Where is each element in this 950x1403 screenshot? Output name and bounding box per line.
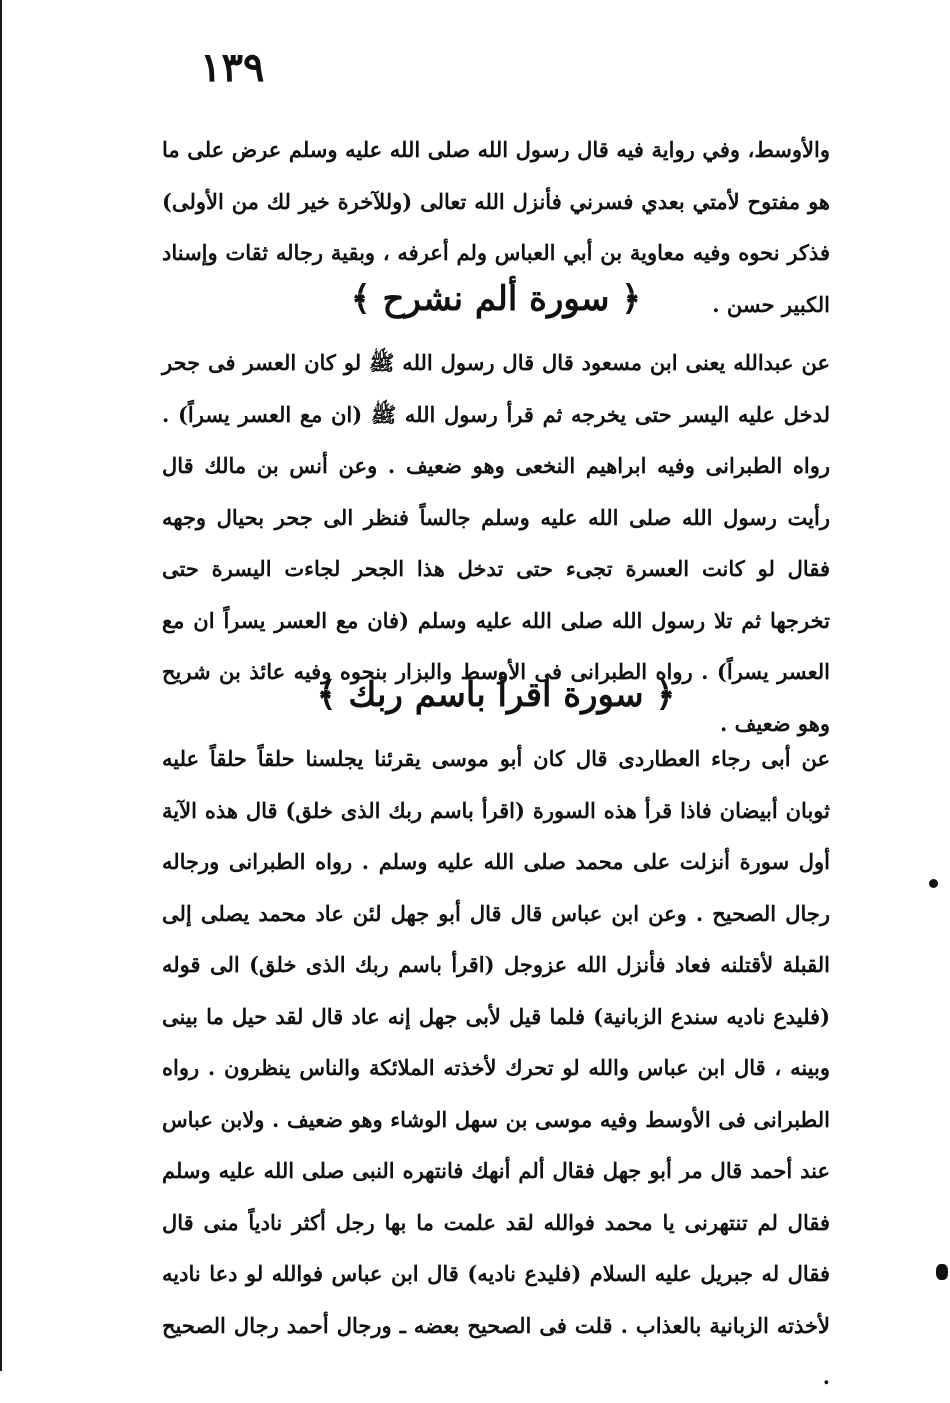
surah-heading-al-alaq: ﴿ سورة اقرأ باسم ربك ﴾	[316, 675, 676, 715]
paragraph: والأوسط، وفي رواية فيه قال رسول الله صلى الله عليه وسلم عرض على ما هو مفتوح لأمتي بعدي فسرني فأنزل الله تعالى (وللآخرة خير لك من الأولى) فذكر نحوه وفيه معاوية بن أبي العباس ولم أعرفه ، وبقية رجاله ثقات وإسناد الكبير حسن .	[162, 137, 830, 317]
text-block-bottom	[162, 733, 830, 1403]
page-number: ١٣٩	[200, 44, 265, 91]
page-edge-line	[0, 0, 2, 1371]
paragraph: عن أبى رجاء العطاردى قال كان أبو موسى يقرئنا يجلسنا حلقاً حلقاً عليه ثوبان أبيضان فاذا قرأ هذه السورة (اقرأ باسم ربك الذى خلق) قال هذه الآية أول سورة أنزلت على محمد صلى الله عليه وسلم . رواه الطبرانى ورجاله رجال الصحيح . وعن ابن عباس قال قال أبو جهل لئن عاد محمد يصلى إلى القبلة لأقتلنه فعاد فأنزل الله عزوجل (اقرأ باسم ربك الذى خلق) الى قوله (فليدع ناديه سندع الزبانية) فلما قيل لأبى جهل إنه عاد قال لقد حيل ما بينى وبينه ، قال ابن عباس والله لو تحرك لأخذته الملائكة والناس ينظرون . رواه الطبرانى فى الأوسط وفيه موسى بن سهل الوشاء وهو ضعيف . ولابن عباس عند أحمد قال مر أبو جهل فقال ألم أنهك فانتهره النبى صلى الله عليه وسلم فقال لم تنتهرنى يا محمد فوالله لقد علمت ما بها رجل أكثر نادياً منى قال فقال له جبريل عليه السلام (فليدع ناديه) قال ابن عباس فوالله لو دعا ناديه لأخذته الزبانية بالعذاب . قلت فى الصحيح بعضه ـ ورجال أحمد رجال الصحيح .	[162, 746, 831, 1389]
margin-speck	[936, 1264, 948, 1280]
paragraph: عن عبدالله يعنى ابن مسعود قال قال رسول الله ﷺ لو كان العسر فى جحر لدخل عليه اليسر حتى يخرجه ثم قرأ رسول الله ﷺ (ان مع العسر يسراً) . رواه الطبرانى وفيه ابراهيم النخعى وهو ضعيف . وعن أنس بن مالك قال رأيت رسول الله صلى الله عليه وسلم جالساً فنظر الى جحر بحيال وجهه فقال لو كانت العسرة تجىء حتى تدخل هذا الجحر لجاءت اليسرة حتى تخرجها ثم تلا رسول الله صلى الله عليه وسلم (فان مع العسر يسراً ان مع العسر يسراً) . رواه الطبرانى فى الأوسط والبزار بنحوه وفيه عائذ بن شريح وهو ضعيف .	[162, 350, 830, 736]
surah-heading-al-sharh: ﴿ سورة ألم نشرح ﴾	[350, 279, 642, 319]
margin-speck	[929, 879, 938, 888]
